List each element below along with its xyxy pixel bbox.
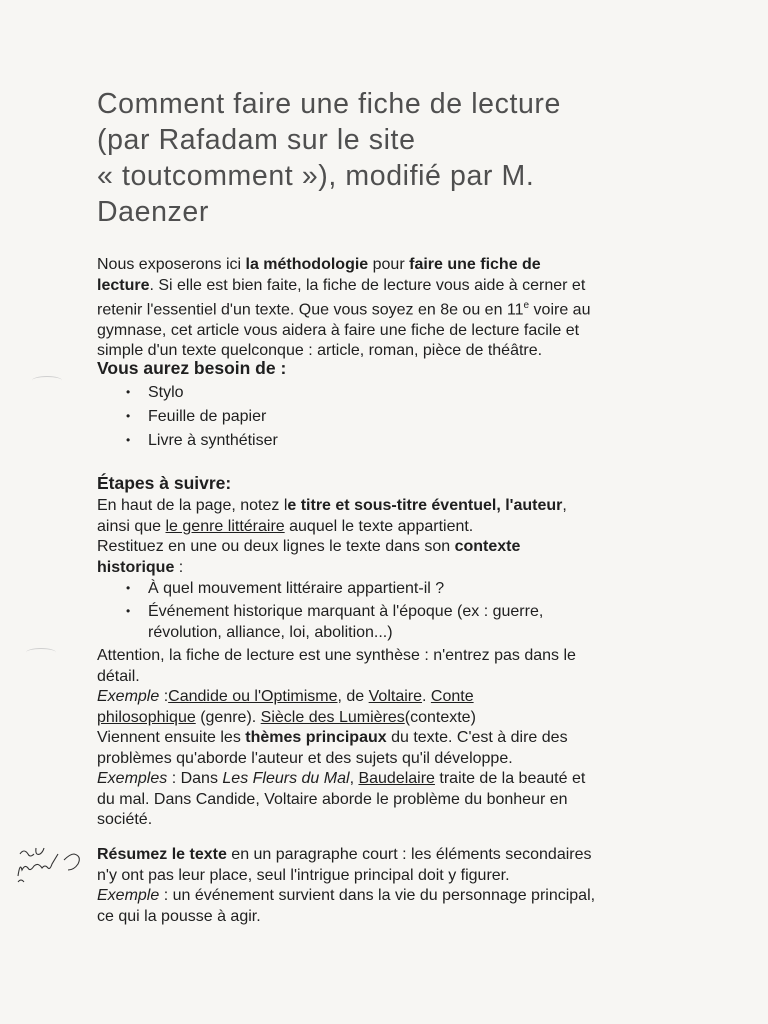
text: , de [337,688,369,705]
text: : [174,558,184,576]
list-item-continuation [148,624,543,645]
etapes-paragraph-1 [97,496,687,578]
besoin-heading: Vous aurez besoin de : [97,358,287,378]
text: , [349,770,359,787]
text: : un événement survient dans la vie du personnage principal, [159,887,596,904]
text: (contexte) [404,708,476,726]
besoin-list [148,384,278,456]
bold-text: e titre et sous-titre éventuel, l'auteur [287,497,563,514]
title-line: (par Rafadam sur le site [97,124,416,156]
text: ainsi que [97,517,166,535]
text: révolution, alliance, loi, abolition...) [148,624,393,641]
bold-text: thèmes principaux [245,729,387,746]
superscript: e [523,300,530,311]
resume-paragraph [97,845,687,927]
text-line: n'y ont pas leur place, seul l'intrigue principal doit y figurer. [97,866,510,884]
text: du texte. C'est à dire des [386,729,568,746]
intro-paragraph [97,255,687,362]
bold-text: lecture [97,276,150,294]
text: Nous exposerons ici [97,256,246,273]
text-line: du mal. Dans Candide, Voltaire aborde le problème du bonheur en [97,790,568,808]
text-line: société. [97,811,153,828]
scan-mark [32,376,62,385]
text: voire au [529,301,591,319]
italic-text: Exemple [97,688,160,705]
text: en un paragraphe court : les éléments secondaires [226,846,592,863]
italic-text: Exemple [97,887,160,904]
link-conte-philosophique[interactable]: philosophique [97,708,196,726]
text: traite de la beauté et [434,770,586,787]
bold-text: faire une fiche de [409,256,541,273]
text: : [159,688,169,705]
document-title [97,86,707,230]
title-line: Daenzer [97,196,209,228]
bold-text: Résumez le texte [97,846,227,863]
bold-text: historique [97,558,175,576]
list-item: • Stylo [148,384,278,408]
handwritten-note-icon [14,842,94,887]
etapes-paragraph-2 [97,646,687,831]
link-siecle-des-lumieres[interactable]: Siècle des Lumières [260,708,405,726]
link-baudelaire[interactable]: Baudelaire [358,770,435,787]
text: retenir l'essentiel d'un texte. Que vous soyez en 8e ou en 11 [97,301,524,319]
text: pour [368,256,410,273]
scan-mark [26,648,56,657]
link-genre-litteraire[interactable]: le genre littéraire [165,517,285,535]
link-voltaire[interactable]: Voltaire [368,688,423,705]
text: . Si elle est bien faite, la fiche de lecture vous aide à cerner et [149,276,586,294]
list-item: • Feuille de papier [148,408,278,432]
text-line: détail. [97,667,140,685]
text: Restituez en une ou deux lignes le texte dans son [97,538,455,555]
link-conte-philosophique[interactable]: Conte [430,688,474,705]
text-line: simple d'un texte quelconque : article, roman, pièce de théâtre. [97,342,543,360]
text: : Dans [167,770,223,787]
text: (genre). [195,708,261,726]
text: . [422,688,431,705]
etapes-heading: Étapes à suivre: [97,473,232,493]
text-line: gymnase, cet article vous aidera à faire une fiche de lecture facile et [97,321,580,339]
contexte-list [148,580,543,645]
text-line: problèmes qu'aborde l'auteur et des sujets qu'il développe. [97,749,513,767]
bold-text: la méthodologie [245,256,369,273]
list-item: • À quel mouvement littéraire appartient-il ? [148,580,543,603]
list-item: • Livre à synthétiser [148,432,278,456]
text: auquel le texte appartient. [284,517,474,535]
italic-text: Les Fleurs du Mal [222,770,350,787]
title-line: « toutcomment »), modifié par M. [97,160,535,192]
list-item: • Événement historique marquant à l'époque (ex : guerre, [148,603,543,624]
text: En haut de la page, notez l [97,497,288,514]
text: , [562,497,567,514]
italic-text: Exemples [97,770,168,787]
title-line: Comment faire une fiche de lecture [97,88,561,120]
bold-text: contexte [454,538,521,555]
text-line: ce qui la pousse à agir. [97,907,261,925]
text: Viennent ensuite les [97,729,246,746]
text-line: Attention, la fiche de lecture est une synthèse : n'entrez pas dans le [97,647,576,664]
link-candide[interactable]: Candide ou l'Optimisme [168,688,338,705]
